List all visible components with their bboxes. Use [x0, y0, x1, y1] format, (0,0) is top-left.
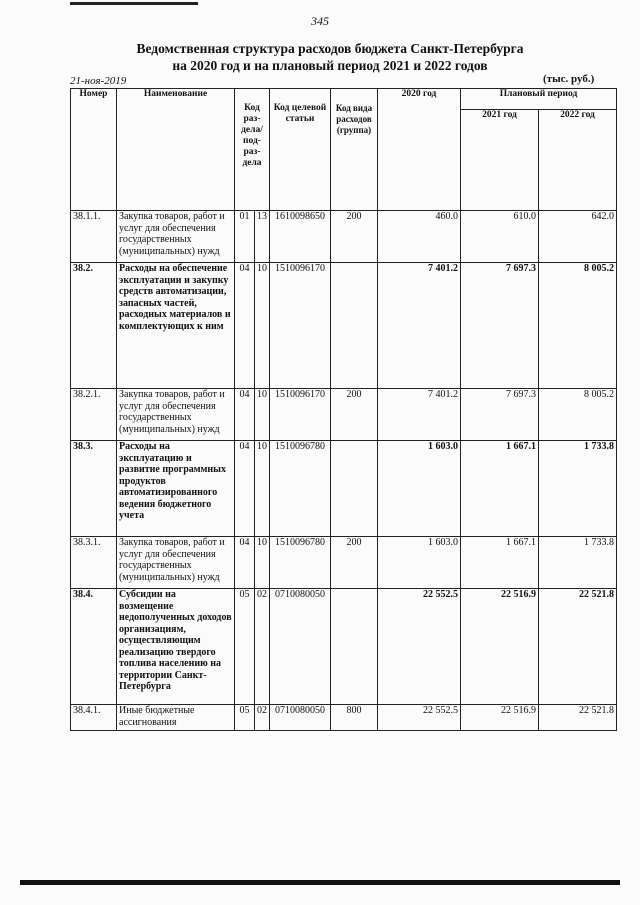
row-subsection: 10	[255, 389, 270, 441]
table-row	[71, 263, 617, 389]
table-row	[71, 537, 617, 589]
table-row	[71, 589, 617, 705]
row-subsection: 02	[255, 705, 270, 731]
row-subsection: 02	[255, 589, 270, 705]
row-section: 01	[235, 211, 255, 263]
row-section: 04	[235, 263, 255, 389]
row-target-code: 0710080050	[270, 705, 331, 731]
row-expense-type: 800	[331, 705, 378, 731]
row-number: 38.3.	[71, 441, 117, 537]
row-subsection: 10	[255, 263, 270, 389]
title-line-2: на 2020 год и на плановый период 2021 и 2022 годов	[172, 58, 488, 73]
header-2020: 2020 год	[378, 89, 461, 211]
row-name: Закупка товаров, работ и услуг для обеспечения государственных (муниципальных) нужд	[117, 211, 235, 263]
header-section: Код раз-дела/ под-раз-дела	[235, 89, 270, 211]
document-title	[100, 40, 560, 74]
row-expense-type: 200	[331, 211, 378, 263]
header-target-code: Код целевой статьи	[270, 89, 331, 211]
row-section: 05	[235, 705, 255, 731]
row-name: Субсидии на возмещение недополученных доходов организациям, осуществляющим реализацию твердого топлива населению на территории Санкт-Петербурга	[117, 589, 235, 705]
row-target-code: 1510096170	[270, 389, 331, 441]
header-number: Номер	[71, 89, 117, 211]
row-section: 04	[235, 389, 255, 441]
row-number: 38.2.	[71, 263, 117, 389]
row-amount-2021: 1 667.1	[461, 441, 539, 537]
document-date: 21-ноя-2019	[70, 75, 127, 87]
row-expense-type: 200	[331, 389, 378, 441]
row-section: 04	[235, 537, 255, 589]
title-line-1: Ведомственная структура расходов бюджета Санкт-Петербурга	[136, 41, 524, 56]
row-amount-2020: 22 552.5	[378, 589, 461, 705]
row-amount-2021: 7 697.3	[461, 263, 539, 389]
row-name: Закупка товаров, работ и услуг для обеспечения государственных (муниципальных) нужд	[117, 537, 235, 589]
row-target-code: 1510096780	[270, 441, 331, 537]
row-number: 38.4.1.	[71, 705, 117, 731]
row-amount-2021: 22 516.9	[461, 705, 539, 731]
scan-edge-mark-top	[70, 2, 198, 5]
row-amount-2022: 1 733.8	[539, 441, 617, 537]
row-amount-2022: 642.0	[539, 211, 617, 263]
row-name: Расходы на обеспечение эксплуатации и закупку средств автоматизации, запасных частей, расходных материалов и комплектующих к ним	[117, 263, 235, 389]
row-amount-2021: 7 697.3	[461, 389, 539, 441]
row-number: 38.4.	[71, 589, 117, 705]
table-row	[71, 211, 617, 263]
row-amount-2020: 22 552.5	[378, 705, 461, 731]
table-row	[71, 389, 617, 441]
row-target-code: 0710080050	[270, 589, 331, 705]
row-subsection: 10	[255, 537, 270, 589]
row-section: 04	[235, 441, 255, 537]
row-number: 38.2.1.	[71, 389, 117, 441]
row-subsection: 10	[255, 441, 270, 537]
row-amount-2021: 1 667.1	[461, 537, 539, 589]
header-expense-type: Код вида расходов (группа)	[331, 89, 378, 211]
row-name: Закупка товаров, работ и услуг для обеспечения государственных (муниципальных) нужд	[117, 389, 235, 441]
row-amount-2020: 460.0	[378, 211, 461, 263]
row-amount-2022: 1 733.8	[539, 537, 617, 589]
table-body	[71, 211, 617, 731]
row-amount-2020: 1 603.0	[378, 441, 461, 537]
row-amount-2022: 22 521.8	[539, 705, 617, 731]
row-name: Иные бюджетные ассигнования	[117, 705, 235, 731]
table-row	[71, 441, 617, 537]
page-number: 345	[311, 14, 329, 28]
row-amount-2022: 22 521.8	[539, 589, 617, 705]
budget-table	[70, 88, 617, 731]
row-target-code: 1510096170	[270, 263, 331, 389]
table-row	[71, 705, 617, 731]
row-amount-2020: 7 401.2	[378, 263, 461, 389]
row-number: 38.3.1.	[71, 537, 117, 589]
row-number: 38.1.1.	[71, 211, 117, 263]
scan-edge-mark-bottom	[20, 880, 620, 885]
units-label: (тыс. руб.)	[543, 73, 595, 85]
header-2021: 2021 год	[461, 110, 539, 211]
row-section: 05	[235, 589, 255, 705]
row-target-code: 1510096780	[270, 537, 331, 589]
row-expense-type	[331, 263, 378, 389]
row-expense-type	[331, 441, 378, 537]
row-amount-2020: 7 401.2	[378, 389, 461, 441]
row-expense-type	[331, 589, 378, 705]
header-2022: 2022 год	[539, 110, 617, 211]
row-name: Расходы на эксплуатацию и развитие программных продуктов автоматизированного ведения бюджетного учета	[117, 441, 235, 537]
header-planned-period: Плановый период	[461, 89, 617, 110]
row-amount-2020: 1 603.0	[378, 537, 461, 589]
row-amount-2021: 610.0	[461, 211, 539, 263]
row-expense-type: 200	[331, 537, 378, 589]
row-amount-2022: 8 005.2	[539, 389, 617, 441]
row-amount-2021: 22 516.9	[461, 589, 539, 705]
row-amount-2022: 8 005.2	[539, 263, 617, 389]
row-target-code: 1610098650	[270, 211, 331, 263]
row-subsection: 13	[255, 211, 270, 263]
header-name: Наименование	[117, 89, 235, 211]
